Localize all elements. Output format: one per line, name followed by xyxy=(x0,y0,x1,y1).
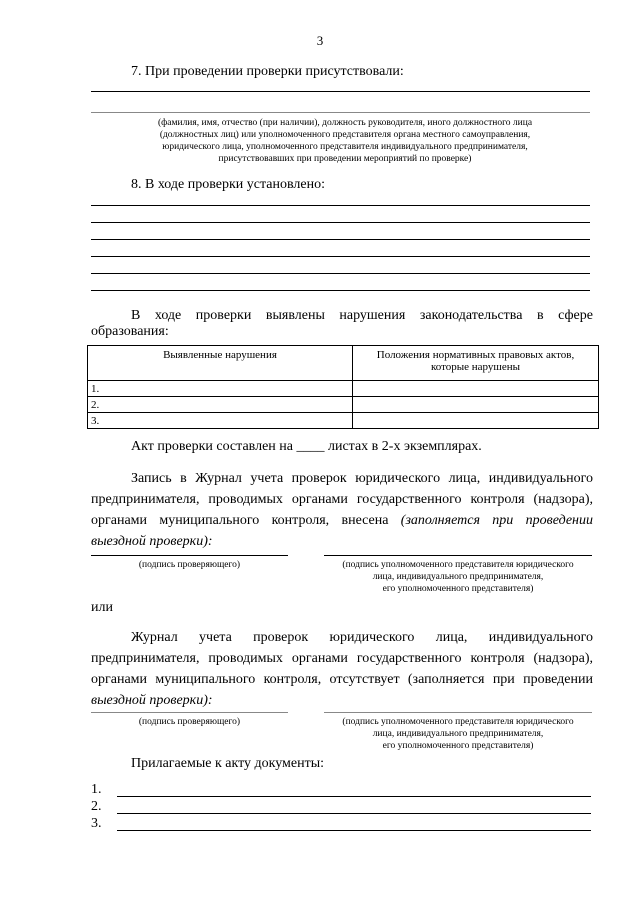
section-7-caption: (фамилия, имя, отчество (при наличии), должность руководителя, иного должностного лица (должностных лиц) или уполномоченного представителя органа местного самоуправления, юридического лица, уполномоченного представителя индивидуального предпринимателя, присутствовавших при проведении мероприятий по проверке) xyxy=(157,118,533,164)
attachment-line[interactable] xyxy=(117,796,591,797)
signature-inspector-line[interactable] xyxy=(91,712,288,713)
signature-inspector-line[interactable] xyxy=(91,555,288,556)
table-row xyxy=(88,397,599,413)
section-8-line[interactable] xyxy=(91,256,590,257)
journal-absent-paragraph: Журнал учета проверок юридического лица, индивидуального предпринимателя, проводимых органами государственного контроля (надзора), органами муниципального контроля, отсутствует (заполняется при проведении выездной проверки): xyxy=(91,630,593,708)
section-8-line[interactable] xyxy=(91,222,590,223)
section-7-line[interactable] xyxy=(91,91,590,92)
attachments-heading: Прилагаемые к акту документы: xyxy=(131,756,325,771)
section-8-heading: 8. В ходе проверки установлено: xyxy=(131,177,325,192)
col-header-acts: Положения нормативных правовых актов, которые нарушены xyxy=(353,346,599,381)
signature-inspector-caption: (подпись проверяющего) xyxy=(138,560,241,570)
act-sheets-statement: Акт проверки составлен на ____ листах в 2-х экземплярах. xyxy=(131,439,482,454)
signature-representative-line[interactable] xyxy=(324,555,592,556)
violations-intro: В ходе проверки выявлены нарушения законодательства в сфере xyxy=(131,308,593,323)
table-row xyxy=(88,413,599,429)
violation-cell[interactable]: 2. xyxy=(88,397,353,413)
section-8-line[interactable] xyxy=(91,205,590,206)
or-separator: или xyxy=(91,600,113,615)
col-header-violations: Выявленные нарушения xyxy=(88,346,353,381)
attachment-number: 1. xyxy=(91,782,102,797)
act-cell[interactable] xyxy=(353,413,599,429)
act-cell[interactable] xyxy=(353,381,599,397)
attachment-line[interactable] xyxy=(117,830,591,831)
section-7-line[interactable] xyxy=(91,112,590,113)
attachment-number: 2. xyxy=(91,799,102,814)
violations-table xyxy=(87,345,599,429)
act-cell[interactable] xyxy=(353,397,599,413)
violation-cell[interactable]: 1. xyxy=(88,381,353,397)
journal-entry-paragraph: Запись в Журнал учета проверок юридического лица, индивидуального предпринимателя, проводимых органами государственного контроля (надзора), органами муниципального контроля, внесена (заполняется при проведении выездной проверки): xyxy=(91,471,593,549)
section-8-line[interactable] xyxy=(91,290,590,291)
attachment-number: 3. xyxy=(91,816,102,831)
signature-representative-caption: (подпись уполномоченного представителя юридического лица, индивидуального предпринимателя, его уполномоченного представителя) xyxy=(342,717,574,751)
page-number: 3 xyxy=(316,33,324,48)
section-7-heading: 7. При проведении проверки присутствовали: xyxy=(131,64,404,79)
signature-representative-line[interactable] xyxy=(324,712,592,713)
section-8-line[interactable] xyxy=(91,239,590,240)
violation-cell[interactable]: 3. xyxy=(88,413,353,429)
table-row xyxy=(88,381,599,397)
signature-inspector-caption: (подпись проверяющего) xyxy=(138,717,241,727)
section-8-line[interactable] xyxy=(91,273,590,274)
attachment-line[interactable] xyxy=(117,813,591,814)
violations-intro-end: образования: xyxy=(91,324,169,339)
signature-representative-caption: (подпись уполномоченного представителя юридического лица, индивидуального предпринимателя, его уполномоченного представителя) xyxy=(342,560,574,594)
